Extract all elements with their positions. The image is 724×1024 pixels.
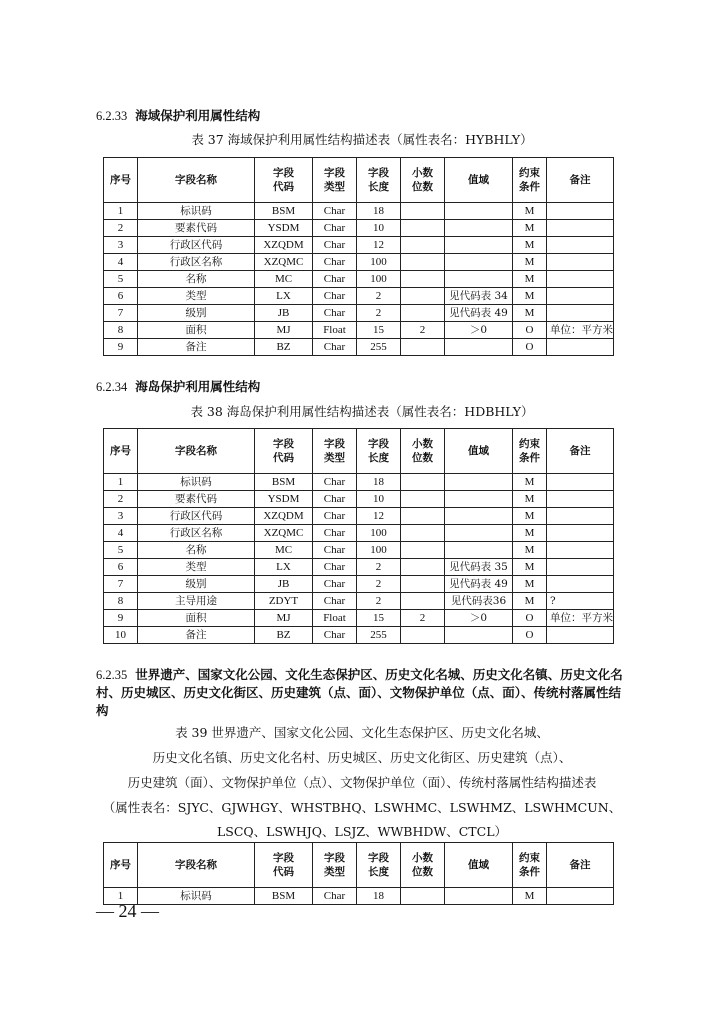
table-cell: 255	[357, 339, 401, 356]
table-row	[104, 288, 614, 305]
table-cell: 15	[357, 322, 401, 339]
table-row	[104, 271, 614, 288]
column-header: 约束 条件	[513, 843, 547, 888]
table-cell	[547, 203, 614, 220]
table-cell	[445, 339, 513, 356]
table-row	[104, 559, 614, 576]
table-cell: 主导用途	[138, 593, 255, 610]
column-header: 值域	[445, 429, 513, 474]
table-cell: O	[513, 339, 547, 356]
table-cell	[401, 888, 445, 905]
column-header: 字段名称	[138, 843, 255, 888]
table-cell: Char	[313, 542, 357, 559]
table-cell: 6	[104, 288, 138, 305]
table-header-row	[104, 158, 614, 203]
table-cell: 12	[357, 237, 401, 254]
table-cell: YSDM	[255, 220, 313, 237]
table-cell: 行政区名称	[138, 525, 255, 542]
table-cell: 2	[401, 322, 445, 339]
table-cell	[547, 271, 614, 288]
table-cell: 标识码	[138, 888, 255, 905]
table-cell: 级别	[138, 305, 255, 322]
table-cell: LX	[255, 288, 313, 305]
table-cell: BSM	[255, 474, 313, 491]
table-cell	[547, 237, 614, 254]
table-row	[104, 542, 614, 559]
table-cell: M	[513, 525, 547, 542]
table-cell: Float	[313, 610, 357, 627]
table-cell: 100	[357, 542, 401, 559]
table-cell: 备注	[138, 339, 255, 356]
table-cell: 1	[104, 203, 138, 220]
table-cell: 见代码表 35	[445, 559, 513, 576]
section-title: 海域保护利用属性结构	[135, 108, 261, 123]
table-cell: Char	[313, 271, 357, 288]
table-cell: 行政区代码	[138, 508, 255, 525]
table-cell	[547, 888, 614, 905]
table-39-caption-line-1: 表 39 世界遗产、国家文化公园、文化生态保护区、历史文化名城、	[175, 725, 549, 740]
table-row	[104, 203, 614, 220]
table-cell: 10	[357, 491, 401, 508]
table-cell: XZQMC	[255, 254, 313, 271]
column-header: 备注	[547, 429, 614, 474]
table-cell: MC	[255, 542, 313, 559]
table-cell: 9	[104, 339, 138, 356]
table-cell: MJ	[255, 610, 313, 627]
table-cell: 100	[357, 254, 401, 271]
table-cell	[401, 559, 445, 576]
table-cell	[401, 491, 445, 508]
column-header: 序号	[104, 429, 138, 474]
table-cell: M	[513, 254, 547, 271]
column-header: 字段名称	[138, 429, 255, 474]
page-number: — 24 —	[96, 901, 159, 921]
table-cell: 见代码表 49	[445, 305, 513, 322]
table-38	[103, 428, 614, 644]
column-header: 字段 代码	[255, 158, 313, 203]
table-cell	[401, 474, 445, 491]
table-cell: 类型	[138, 288, 255, 305]
table-cell: 名称	[138, 542, 255, 559]
table-cell: Char	[313, 305, 357, 322]
table-cell: 5	[104, 271, 138, 288]
table-cell	[547, 576, 614, 593]
table-cell	[401, 627, 445, 644]
table-cell: ＞0	[445, 610, 513, 627]
table-cell: ＞0	[445, 322, 513, 339]
table-cell	[401, 305, 445, 322]
table-row	[104, 888, 614, 905]
table-cell: 见代码表 49	[445, 576, 513, 593]
table-cell: 见代码表 34	[445, 288, 513, 305]
table-cell	[445, 203, 513, 220]
table-cell: 10	[357, 220, 401, 237]
table-cell: 2	[357, 559, 401, 576]
table-cell: 7	[104, 305, 138, 322]
table-cell: 6	[104, 559, 138, 576]
table-cell: BSM	[255, 888, 313, 905]
table-cell	[547, 559, 614, 576]
table-cell: 4	[104, 525, 138, 542]
table-cell: 2	[357, 305, 401, 322]
table-cell: LX	[255, 559, 313, 576]
table-cell	[445, 237, 513, 254]
table-cell: 2	[104, 491, 138, 508]
table-cell	[445, 888, 513, 905]
table-cell: 5	[104, 542, 138, 559]
table-cell: 10	[104, 627, 138, 644]
column-header: 小数 位数	[401, 158, 445, 203]
table-cell	[547, 220, 614, 237]
table-header-row	[104, 429, 614, 474]
column-header: 字段名称	[138, 158, 255, 203]
table-cell: 单位：平方米	[547, 610, 614, 627]
table-cell	[547, 254, 614, 271]
table-cell: M	[513, 203, 547, 220]
table-cell: BZ	[255, 627, 313, 644]
table-cell: 3	[104, 508, 138, 525]
table-cell: 2	[104, 220, 138, 237]
table-cell: 面积	[138, 322, 255, 339]
table-cell: 18	[357, 203, 401, 220]
table-cell: 备注	[138, 627, 255, 644]
table-row	[104, 237, 614, 254]
table-cell: 名称	[138, 271, 255, 288]
table-cell: O	[513, 322, 547, 339]
table-cell	[401, 220, 445, 237]
table-cell	[401, 288, 445, 305]
table-cell	[445, 254, 513, 271]
table-cell: 2	[357, 576, 401, 593]
table-cell	[547, 627, 614, 644]
table-cell: M	[513, 576, 547, 593]
table-row	[104, 593, 614, 610]
table-cell: Char	[313, 508, 357, 525]
table-cell: 2	[357, 593, 401, 610]
table-cell: 标识码	[138, 474, 255, 491]
table-cell: O	[513, 627, 547, 644]
table-cell: M	[513, 593, 547, 610]
column-header: 约束 条件	[513, 429, 547, 474]
column-header: 字段 类型	[313, 843, 357, 888]
table-cell: 要素代码	[138, 491, 255, 508]
table-cell: 15	[357, 610, 401, 627]
table-cell: 面积	[138, 610, 255, 627]
table-cell	[445, 508, 513, 525]
table-cell: Float	[313, 322, 357, 339]
section-number: 6.2.34	[96, 380, 128, 394]
table-cell: 18	[357, 888, 401, 905]
table-cell	[547, 474, 614, 491]
table-cell: MC	[255, 271, 313, 288]
table-cell: 类型	[138, 559, 255, 576]
table-cell: M	[513, 474, 547, 491]
table-cell: 18	[357, 474, 401, 491]
table-row	[104, 220, 614, 237]
table-cell	[445, 220, 513, 237]
table-cell: M	[513, 888, 547, 905]
table-cell: 标识码	[138, 203, 255, 220]
table-row	[104, 322, 614, 339]
table-cell	[547, 491, 614, 508]
table-cell: Char	[313, 491, 357, 508]
table-cell	[401, 203, 445, 220]
table-cell	[445, 627, 513, 644]
column-header: 序号	[104, 158, 138, 203]
table-cell: XZQDM	[255, 508, 313, 525]
table-cell: Char	[313, 474, 357, 491]
table-cell	[401, 508, 445, 525]
table-cell: BZ	[255, 339, 313, 356]
column-header: 小数 位数	[401, 429, 445, 474]
table-cell: 12	[357, 508, 401, 525]
table-cell: Char	[313, 237, 357, 254]
table-cell: JB	[255, 305, 313, 322]
table-row	[104, 576, 614, 593]
column-header: 序号	[104, 843, 138, 888]
column-header: 字段 长度	[357, 429, 401, 474]
table-cell: 见代码表36	[445, 593, 513, 610]
table-cell: 1	[104, 888, 138, 905]
table-row	[104, 610, 614, 627]
table-cell: 100	[357, 271, 401, 288]
table-header-row	[104, 843, 614, 888]
table-38-caption: 表 38 海岛保护利用属性结构描述表（属性表名：HDBHLY）	[190, 404, 534, 419]
table-cell: 行政区名称	[138, 254, 255, 271]
table-cell: BSM	[255, 203, 313, 220]
section-title: 世界遗产、国家文化公园、文化生态保护区、历史文化名城、历史文化名镇、历史文化名村、历史城区、历史文化街区、历史建筑（点、面）、文物保护单位（点、面）、传统村落属性结构	[96, 667, 623, 718]
table-cell	[401, 237, 445, 254]
table-row	[104, 305, 614, 322]
column-header: 值域	[445, 843, 513, 888]
table-row	[104, 339, 614, 356]
table-cell: 3	[104, 237, 138, 254]
table-cell	[401, 542, 445, 559]
section-title: 海岛保护利用属性结构	[135, 379, 261, 394]
table-cell: YSDM	[255, 491, 313, 508]
table-cell: XZQMC	[255, 525, 313, 542]
table-cell: ZDYT	[255, 593, 313, 610]
table-cell	[547, 339, 614, 356]
table-cell: M	[513, 508, 547, 525]
table-cell: 8	[104, 593, 138, 610]
column-header: 字段 类型	[313, 158, 357, 203]
table-39-caption-line-3: 历史建筑（面）、文物保护单位（点）、文物保护单位（面）、传统村落属性结构描述表	[127, 775, 597, 790]
table-cell: M	[513, 305, 547, 322]
table-cell	[401, 339, 445, 356]
table-cell: 9	[104, 610, 138, 627]
table-cell: O	[513, 610, 547, 627]
table-cell: 4	[104, 254, 138, 271]
table-cell: Char	[313, 627, 357, 644]
section-heading-6-2-35	[96, 666, 626, 720]
table-cell: 1	[104, 474, 138, 491]
table-cell: Char	[313, 559, 357, 576]
table-cell: M	[513, 271, 547, 288]
table-cell: Char	[313, 220, 357, 237]
table-cell	[547, 305, 614, 322]
table-39-caption-line-4: （属性表名：SJYC、GJWHGY、WHSTBHQ、LSWHMC、LSWHMZ、LSWHMCUN、	[102, 800, 622, 815]
table-row	[104, 627, 614, 644]
table-cell: Char	[313, 288, 357, 305]
table-39-caption-line-2: 历史文化名镇、历史文化名村、历史城区、历史文化街区、历史建筑（点）、	[152, 750, 572, 765]
table-cell	[445, 271, 513, 288]
table-cell: 单位：平方米	[547, 322, 614, 339]
table-cell: ?	[547, 593, 614, 610]
table-cell: 255	[357, 627, 401, 644]
table-cell: M	[513, 491, 547, 508]
table-cell: 2	[401, 610, 445, 627]
table-cell: Char	[313, 254, 357, 271]
table-39	[103, 842, 614, 905]
table-cell: XZQDM	[255, 237, 313, 254]
table-39-caption-line-5: LSCQ、LSWHJQ、LSJZ、WWBHDW、CTCL）	[216, 824, 508, 839]
table-cell: Char	[313, 593, 357, 610]
column-header: 字段 代码	[255, 843, 313, 888]
table-cell	[445, 542, 513, 559]
column-header: 小数 位数	[401, 843, 445, 888]
table-cell	[547, 288, 614, 305]
column-header: 备注	[547, 843, 614, 888]
section-heading-6-2-33	[96, 106, 260, 124]
column-header: 字段 类型	[313, 429, 357, 474]
table-cell: Char	[313, 888, 357, 905]
table-cell: Char	[313, 203, 357, 220]
table-cell: MJ	[255, 322, 313, 339]
table-cell: 级别	[138, 576, 255, 593]
table-cell	[401, 593, 445, 610]
table-cell: M	[513, 542, 547, 559]
table-cell: M	[513, 559, 547, 576]
table-row	[104, 474, 614, 491]
table-37-caption: 表 37 海域保护利用属性结构描述表（属性表名：HYBHLY）	[191, 132, 533, 147]
table-cell: M	[513, 237, 547, 254]
table-cell	[401, 525, 445, 542]
section-number: 6.2.35	[96, 668, 128, 682]
table-cell: JB	[255, 576, 313, 593]
table-cell: M	[513, 220, 547, 237]
table-cell	[547, 525, 614, 542]
table-cell: 要素代码	[138, 220, 255, 237]
table-cell: Char	[313, 339, 357, 356]
table-cell	[401, 576, 445, 593]
table-row	[104, 525, 614, 542]
table-row	[104, 254, 614, 271]
table-cell: 8	[104, 322, 138, 339]
table-cell	[547, 542, 614, 559]
column-header: 字段 长度	[357, 158, 401, 203]
table-cell: Char	[313, 576, 357, 593]
table-cell	[401, 254, 445, 271]
column-header: 字段 长度	[357, 843, 401, 888]
column-header: 备注	[547, 158, 614, 203]
table-cell: 2	[357, 288, 401, 305]
section-heading-6-2-34	[96, 377, 260, 395]
table-cell	[401, 271, 445, 288]
table-37	[103, 157, 614, 356]
table-cell: 行政区代码	[138, 237, 255, 254]
table-cell	[547, 508, 614, 525]
table-row	[104, 508, 614, 525]
column-header: 值域	[445, 158, 513, 203]
column-header: 约束 条件	[513, 158, 547, 203]
table-cell	[445, 525, 513, 542]
table-cell	[445, 474, 513, 491]
column-header: 字段 代码	[255, 429, 313, 474]
table-cell: Char	[313, 525, 357, 542]
table-cell: 100	[357, 525, 401, 542]
section-number: 6.2.33	[96, 109, 128, 123]
table-row	[104, 491, 614, 508]
table-cell: M	[513, 288, 547, 305]
table-cell	[445, 491, 513, 508]
table-cell: 7	[104, 576, 138, 593]
